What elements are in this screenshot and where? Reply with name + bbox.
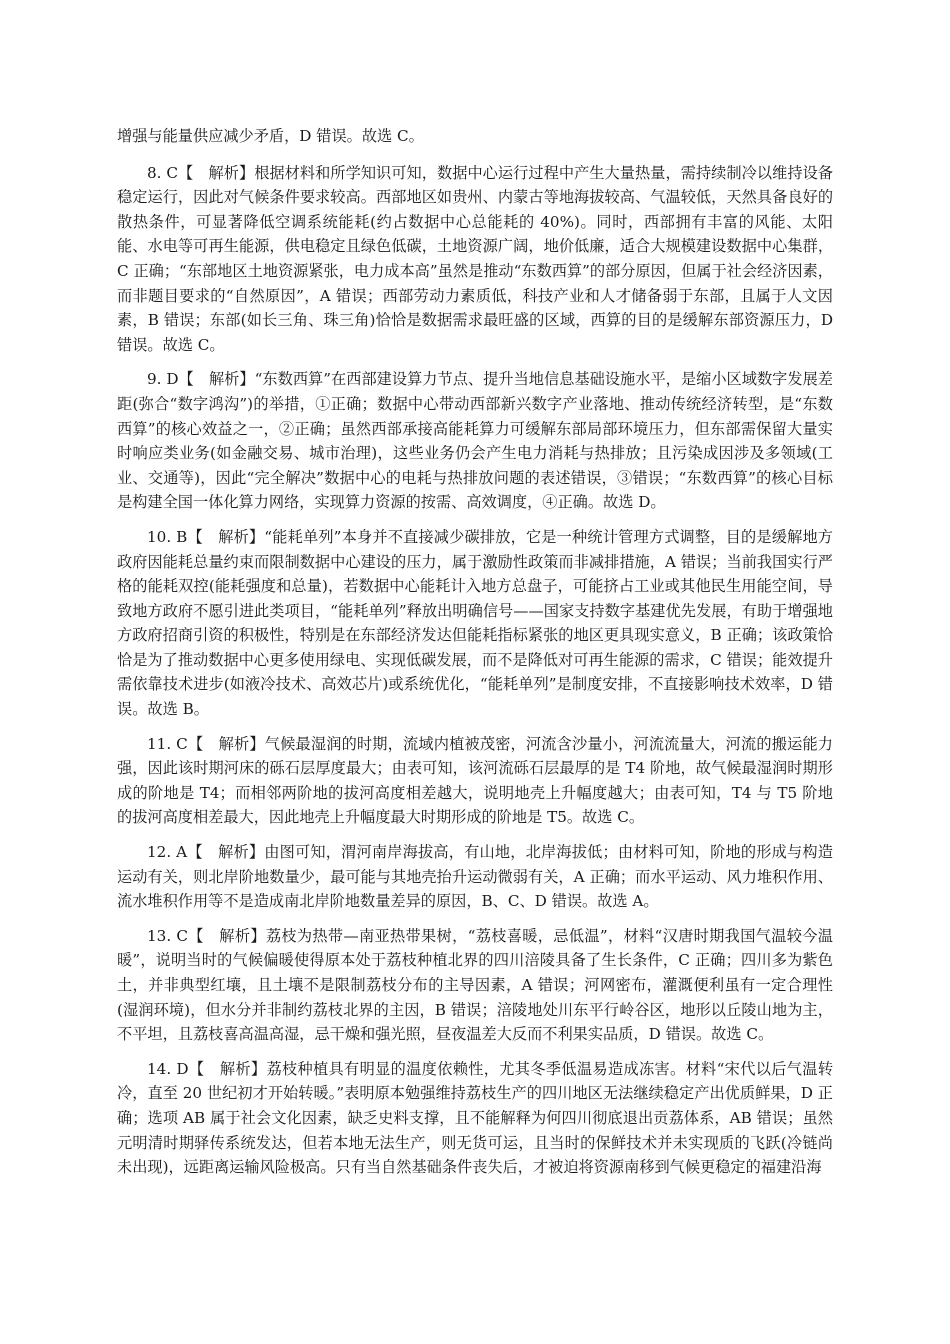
answer-paragraph-13: 13. C【 解析】荔枝为热带—南亚热带果树，“荔枝喜暖，忌低温”，材料“汉唐时期我国气温较今温暖”，说明当时的气候偏暖使得原本处于荔枝种植北界的四川涪陵具备了生长条件，C 正确；四川多为紫色土，并非典型红壤，且土壤不是限制荔枝分布的主导因素，A 错误；河网密布，灌溉便利虽有一定合理性(湿润环境)，但水分并非制约荔枝北界的主因，B 错误；涪陵地处川东平行岭谷区，地形以丘陵山地为主，不平坦，且荔枝喜高温高湿，忌干燥和强光照，昼夜温差大反而不利果实品质，D 错误。故选 C。 xyxy=(117,926,833,1044)
answer-paragraph-8: 8. C【 解析】根据材料和所学知识可知，数据中心运行过程中产生大量热量，需持续制冷以维持设备稳定运行，因此对气候条件要求较高。西部地区如贵州、内蒙古等地海拔较高、气温较低，天然具备良好的散热条件，可显著降低空调系统能耗(约占数据中心总能耗的 40%)。同时，西部拥有丰富的风能、太阳能、水电等可再生能源，供电稳定且绿色低碳，土地资源广阔，地价低廉，适合大规模建设数据中心集群，C 正确；“东部地区土地资源紧张，电力成本高”虽然是推动“东数西算”的部分原因，但属于社会经济因素，而非题目要求的“自然原因”，A 错误；西部劳动力素质低，科技产业和人才储备弱于东部，且属于人文因素，B 错误；东部(如长三角、珠三角)恰恰是数据需求最旺盛的区域，西算的目的是缓解东部资源压力，D 错误。故选 C。 xyxy=(117,163,833,354)
answer-paragraph-9: 9. D【 解析】“东数西算”在西部建设算力节点、提升当地信息基础设施水平，是缩小区域数字发展差距(弥合“数字鸿沟”)的举措，①正确；数据中心带动西部新兴数字产业落地、推动传统经济转型，是“东数西算”的核心效益之一，②正确；虽然西部承接高能耗算力可缓解东部局部环境压力，但东部需保留大量实时响应类业务(如金融交易、城市治理)，这些业务仍会产生电力消耗与热排放；且污染成因涉及多领域(工业、交通等)，因此“完全解决”数据中心的电耗与热排放问题的表述错误，③错误；“东数西算”的核心目标是构建全国一体化算力网络，实现算力资源的按需、高效调度，④正确。故选 D。 xyxy=(117,370,833,512)
paragraph-continuation: 增强与能量供应减少矛盾，D 错误。故选 C。 xyxy=(117,127,424,145)
answer-paragraph-12: 12. A【 解析】由图可知，渭河南岸海拔高，有山地，北岸海拔低；由材料可知，阶地的形成与构造运动有关，则北岸阶地数量少，最可能与其地壳抬升运动微弱有关，A 正确；而水平运动、风力堆积作用、流水堆积作用等不是造成南北岸阶地数量差异的原因，B、C、D 错误。故选 A。 xyxy=(117,843,833,911)
answer-paragraph-10: 10. B【 解析】“能耗单列”本身并不直接减少碳排放，它是一种统计管理方式调整，目的是缓解地方政府因能耗总量约束而限制数据中心建设的压力，属于激励性政策而非减排措施，A 错误；当前我国实行严格的能耗双控(能耗强度和总量)，若数据中心能耗计入地方总盘子，可能挤占工业或其他民生用能空间，导致地方政府不愿引进此类项目，“能耗单列”释放出明确信号——国家支持数字基建优先发展，有助于增强地方政府招商引资的积极性，特别是在东部经济发达但能耗指标紧张的地区更具现实意义，B 正确；该政策恰恰是为了推动数据中心更多使用绿电、实现低碳发展，而不是降低对可再生能源的需求，C 错误；能效提升需依靠技术进步(如液冷技术、高效芯片)或系统优化，“能耗单列”是制度安排，不直接影响技术效率，D 错误。故选 B。 xyxy=(117,527,833,719)
answer-paragraph-14: 14. D【 解析】荔枝种植具有明显的温度依赖性，尤其冬季低温易造成冻害。材料“宋代以后气温转冷，直至 20 世纪初才开始转暖。”表明原本勉强维持荔枝生产的四川地区无法继续稳定产出优质鲜果，D 正确；选项 AB 属于社会文化因素，缺乏史料支撑，且不能解释为何四川彻底退出贡荔体系，AB 错误；虽然元明清时期驿传系统发达，但若本地无法生产，则无货可运，且当时的保鲜技术并未实现质的飞跃(冷链尚未出现)，远距离运输风险极高。只有当自然基础条件丧失后，才被迫将资源南移到气候更稳定的福建沿海 xyxy=(117,1059,833,1177)
answer-paragraph-11: 11. C【 解析】气候最湿润的时期，流域内植被茂密，河流含沙量小，河流流量大，河流的搬运能力强，因此该时期河床的砾石层厚度最大；由表可知，该河流砾石层最厚的是 T4 阶地，故气候最湿润时期形成的阶地是 T4；而相邻两阶地的拔河高度相差越大，说明地壳上升幅度越大；由表可知，T4 与 T5 阶地的拔河高度相差最大，因此地壳上升幅度最大时期形成的阶地是 T5。故选 C。 xyxy=(117,734,833,827)
document-page xyxy=(117,124,833,1190)
